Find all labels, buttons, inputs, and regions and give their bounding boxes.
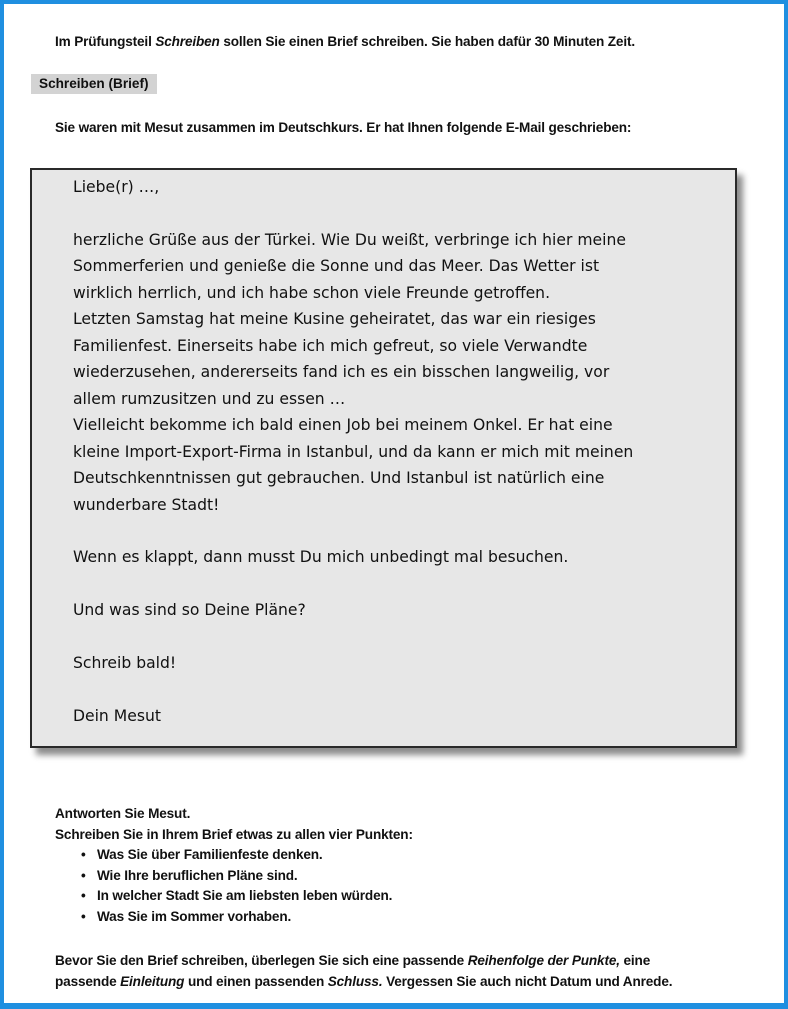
email-line: Liebe(r) …, bbox=[73, 178, 160, 196]
closing-note bbox=[55, 951, 672, 992]
note-text: passende bbox=[55, 973, 121, 989]
email-line: wunderbare Stadt! bbox=[73, 496, 220, 514]
note-italic: Schluss. bbox=[327, 973, 383, 989]
note-line bbox=[55, 972, 672, 993]
email-line: Vielleicht bekomme ich bald einen Job bei meinem Onkel. Er hat eine bbox=[73, 416, 613, 434]
email-line: Wenn es klappt, dann musst Du mich unbedingt mal besuchen. bbox=[73, 548, 569, 566]
email-line: Und was sind so Deine Pläne? bbox=[73, 601, 306, 619]
note-line bbox=[55, 951, 672, 972]
task-instructions bbox=[55, 804, 413, 927]
bullet-item bbox=[55, 886, 413, 907]
bullet-icon: • bbox=[81, 908, 86, 924]
note-italic: Einleitung bbox=[120, 973, 185, 989]
intro-text bbox=[55, 34, 635, 49]
email-line: Dein Mesut bbox=[73, 707, 161, 725]
note-text: Bevor Sie den Brief schreiben, überlegen Sie sich eine passende bbox=[55, 953, 468, 968]
email-line: Letzten Samstag hat meine Kusine geheiratet, das war ein riesiges bbox=[73, 310, 596, 328]
bullet-item bbox=[55, 907, 413, 928]
bullet-icon: • bbox=[81, 888, 86, 903]
note-italic: Reihenfolge der Punkte, bbox=[467, 953, 620, 968]
bullet-item bbox=[55, 845, 413, 866]
context-text: Sie waren mit Mesut zusammen im Deutschkurs. Er hat Ihnen folgende E-Mail geschrieben: bbox=[55, 120, 632, 135]
bullet-text: Was Sie über Familienfeste denken. bbox=[97, 847, 323, 862]
bullet-text: In welcher Stadt Sie am liebsten leben würden. bbox=[97, 888, 393, 903]
bullet-text: Was Sie im Sommer vorhaben. bbox=[97, 908, 292, 924]
task-line: Schreiben Sie in Ihrem Brief etwas zu allen vier Punkten: bbox=[55, 826, 413, 842]
bullet-icon: • bbox=[81, 847, 86, 862]
email-line: allem rumzusitzen und zu essen … bbox=[73, 390, 346, 408]
bullet-icon: • bbox=[81, 867, 86, 883]
email-line: wiederzusehen, andererseits fand ich es ein bisschen langweilig, vor bbox=[73, 363, 610, 381]
email-line: Familienfest. Einerseits habe ich mich gefreut, so viele Verwandte bbox=[73, 337, 588, 355]
bullet-text: Wie Ihre beruflichen Pläne sind. bbox=[97, 867, 298, 883]
email-line: Deutschkenntnissen gut gebrauchen. Und Istanbul ist natürlich eine bbox=[73, 469, 605, 487]
intro-italic: Schreiben bbox=[155, 34, 220, 49]
section-label: Schreiben (Brief) bbox=[31, 74, 157, 94]
email-line: Sommerferien und genieße die Sonne und das Meer. Das Wetter ist bbox=[73, 257, 600, 275]
email-line: herzliche Grüße aus der Türkei. Wie Du weißt, verbringe ich hier meine bbox=[73, 231, 626, 249]
note-text: und einen passenden bbox=[184, 973, 328, 989]
intro-part: Im Prüfungsteil bbox=[55, 34, 156, 49]
email-line: wirklich herrlich, und ich habe schon viele Freunde getroffen. bbox=[73, 284, 551, 302]
email-line: kleine Import-Export-Firma in Istanbul, und da kann er mich mit meinen bbox=[73, 443, 634, 461]
task-line: Antworten Sie Mesut. bbox=[55, 806, 191, 821]
worksheet-page bbox=[4, 4, 784, 1003]
email-box bbox=[30, 168, 737, 748]
email-line: Schreib bald! bbox=[73, 654, 177, 672]
bullet-item bbox=[55, 866, 413, 887]
note-text: Vergessen Sie auch nicht Datum und Anrede. bbox=[382, 973, 673, 989]
intro-part: sollen Sie einen Brief schreiben. Sie haben dafür 30 Minuten Zeit. bbox=[219, 34, 635, 49]
note-text: eine bbox=[619, 953, 651, 968]
